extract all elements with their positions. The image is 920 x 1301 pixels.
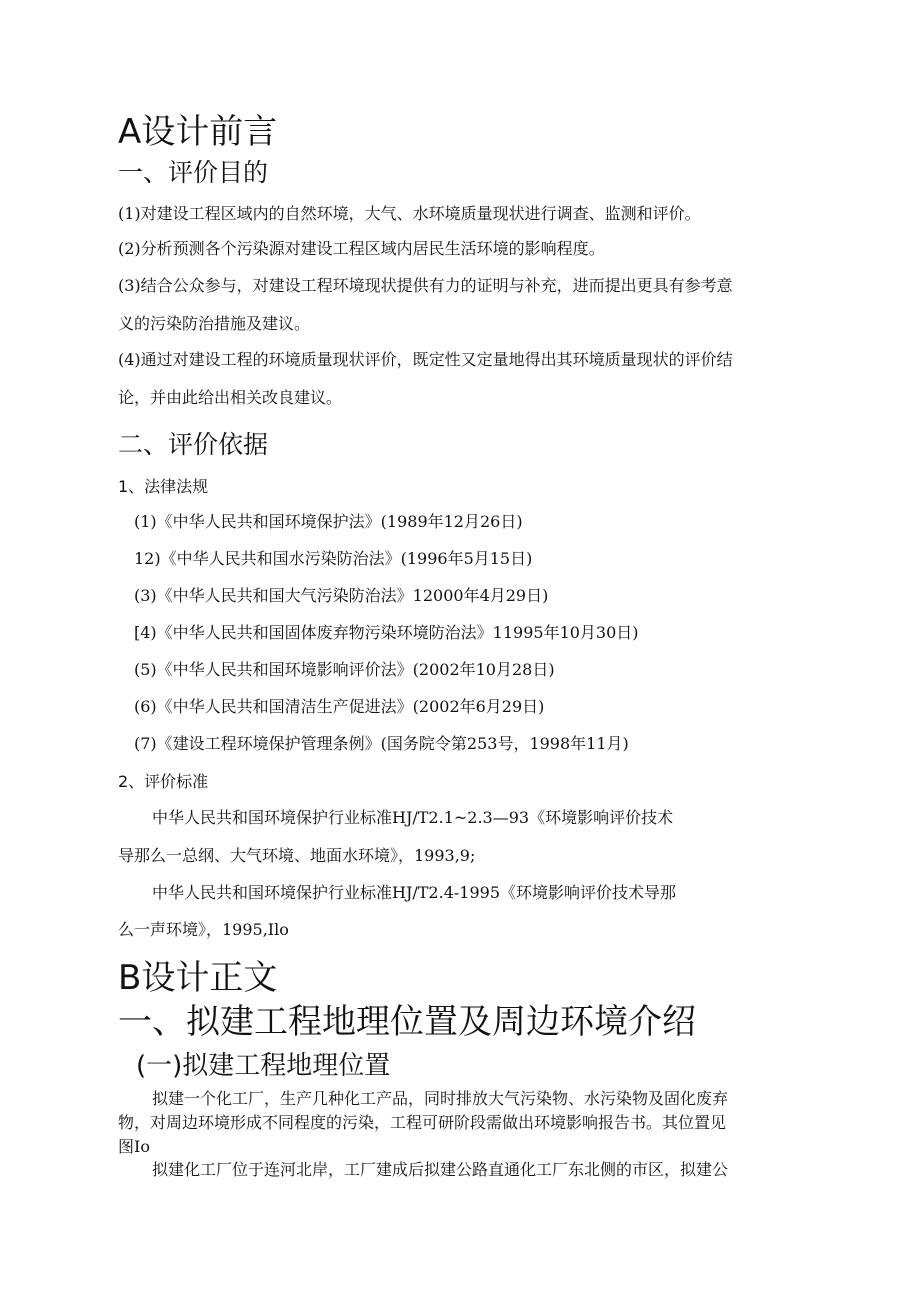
purpose-item-2: (2)分析预测各个污染源对建设工程区域内居民生活环境的影响程度。 (118, 239, 605, 258)
body-line-4: 拟建化工厂位于连河北岸，工厂建成后拟建公路直通化工厂东北侧的市区，拟建公 (152, 1160, 729, 1179)
body-line-3: 图Io (118, 1137, 150, 1156)
standard-line-4: 么一声环境》，1995,Ilo (118, 920, 289, 939)
standard-line-1: 中华人民共和国环境保护行业标准HJ/T2.1~2.3—93《环境影响评价技术 (152, 808, 674, 827)
heading-project-location-environment: 一、拟建工程地理位置及周边环境介绍 (118, 1002, 696, 1042)
body-line-2: 物，对周边环境形成不同程度的污染，工程可研阶段需做出环境影响报告书。其位置见 (118, 1113, 727, 1132)
purpose-item-4-cont: 论，并由此给出相关改良建议。 (118, 388, 343, 407)
heading-evaluation-basis: 二、评价依据 (118, 430, 269, 459)
section-b-title: B设计正文 (118, 958, 278, 998)
subheading-project-location: (一)拟建工程地理位置 (136, 1051, 391, 1081)
law-item-1: (1)《中华人民共和国环境保护法》(1989年12月26日) (134, 512, 523, 531)
heading-evaluation-purpose: 一、评价目的 (118, 158, 269, 187)
law-item-4: [4)《中华人民共和国固体废弃物污染环境防治法》11995年10月30日) (134, 623, 639, 642)
law-item-7: (7)《建设工程环境保护管理条例》(国务院令第253号，1998年11月) (134, 734, 629, 753)
law-item-2: 12)《中华人民共和国水污染防治法》(1996年5月15日) (134, 549, 533, 568)
purpose-item-4: (4)通过对建设工程的环境质量现状评价，既定性又定量地得出其环境质量现状的评价结 (118, 350, 733, 369)
purpose-item-1: (1)对建设工程区域内的自然环境，大气、水环境质量现状进行调查、监测和评价。 (118, 204, 701, 223)
purpose-item-3-cont: 义的污染防治措施及建议。 (118, 314, 311, 333)
section-a-title: A设计前言 (118, 112, 278, 152)
standard-line-2: 导那么一总纲、大气环境、地面水环境》，1993,9; (118, 846, 476, 865)
body-line-1: 拟建一个化工厂，生产几种化工产品，同时排放大气污染物、水污染物及固化废弃 (152, 1089, 729, 1108)
standard-line-3: 中华人民共和国环境保护行业标准HJ/T2.4-1995《环境影响评价技术导那 (152, 883, 677, 902)
law-item-3: (3)《中华人民共和国大气污染防治法》12000年4月29日) (134, 586, 549, 605)
purpose-item-3: (3)结合公众参与，对建设工程环境现状提供有力的证明与补充，进而提出更具有参考意 (118, 276, 733, 295)
law-item-5: (5)《中华人民共和国环境影响评价法》(2002年10月28日) (134, 660, 555, 679)
subheading-laws: 1、法律法规 (118, 477, 209, 496)
subheading-standards: 2、评价标准 (118, 772, 209, 791)
law-item-6: (6)《中华人民共和国清洁生产促进法》(2002年6月29日) (134, 697, 545, 716)
